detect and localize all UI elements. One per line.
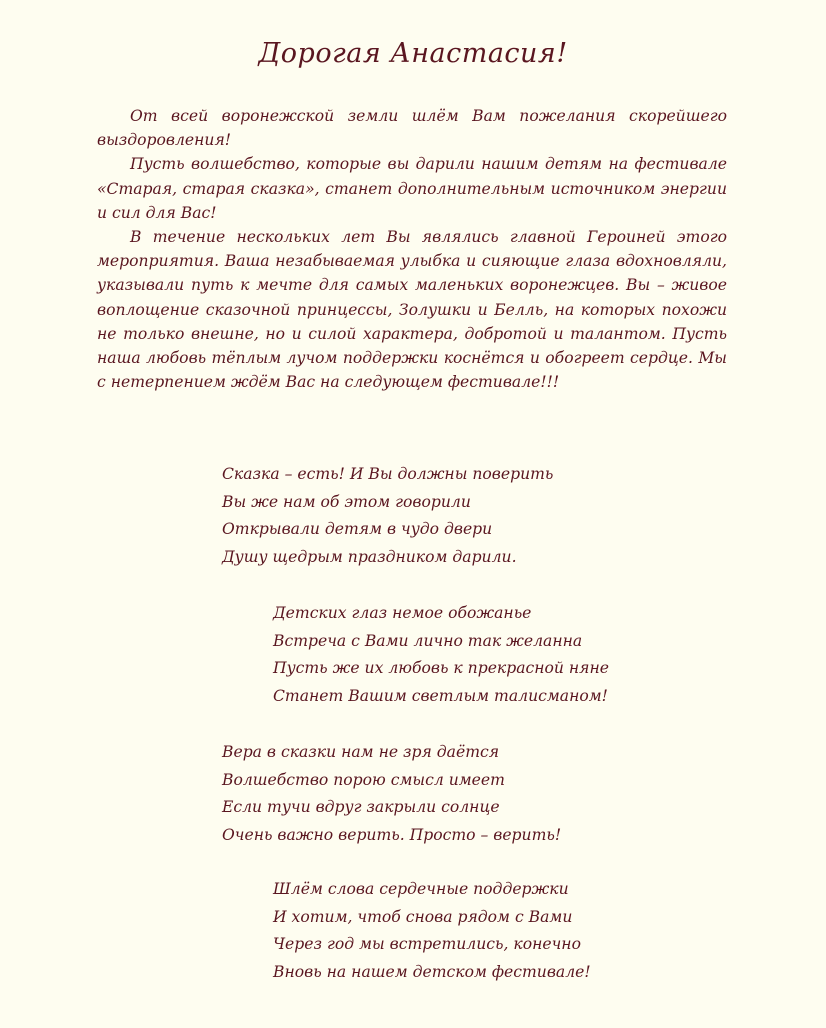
- poem-line: Вновь на нашем детском фестивале!: [273, 962, 591, 981]
- poem-line: Открывали детям в чудо двери: [222, 520, 493, 538]
- poem-stanza-2: [273, 600, 609, 710]
- poem-line: Детских глаз немое обожанье: [273, 604, 532, 622]
- poem-stanza-1: [222, 461, 553, 571]
- poem-line: Через год мы встретились, конечно: [273, 935, 581, 953]
- letter-greeting-title: Дорогая Анастасия!: [258, 38, 568, 69]
- poem-line: Душу щедрым праздником дарили.: [222, 547, 517, 566]
- poem-stanza-3: [222, 739, 561, 849]
- poem-line: И хотим, чтоб снова рядом с Вами: [273, 907, 573, 926]
- poem-line: Вы же нам об этом говорили: [222, 492, 471, 511]
- poem-line: Волшебство порою смысл имеет: [222, 770, 505, 789]
- poem-line: Вера в сказки нам не зря даётся: [222, 743, 500, 761]
- poem-line: Очень важно верить. Просто – верить!: [222, 825, 562, 844]
- letter-paragraph-3: В течение нескольких лет Вы являлись главной Героиней этого мероприятия. Ваша незабываемая улыбка и сияющие глаза вдохновляли, указывали путь к мечте для самых маленьких воронежцев. Вы – живое воплощение сказочной принцессы, Золушки и Белль, на которых похожи не только внешне, но и силой характера, добротой и талантом. Пусть наша любовь тёплым лучом поддержки коснётся и обогреет сердце. Мы с нетерпением ждём Вас на следующем фестивале!!!: [97, 228, 727, 392]
- poem-line: Шлём слова сердечные поддержки: [273, 880, 569, 898]
- poem-line: Сказка – есть! И Вы должны поверить: [222, 465, 554, 483]
- letter-paragraph-2: Пусть волшебство, которые вы дарили нашим детям на фестивале «Старая, старая сказка», станет дополнительным источником энергии и сил для Вас!: [97, 155, 727, 222]
- letter-body: [97, 104, 727, 394]
- poem-line: Станет Вашим светлым талисманом!: [273, 686, 608, 705]
- letter-paragraph-1: От всей воронежской земли шлём Вам пожелания скорейшего выздоровления!: [97, 107, 727, 150]
- poem-line: Встреча с Вами лично так желанна: [273, 631, 583, 650]
- poem-line: Пусть же их любовь к прекрасной няне: [273, 659, 610, 677]
- poem-stanza-4: [273, 876, 591, 986]
- poem-line: Если тучи вдруг закрыли солнце: [222, 798, 500, 816]
